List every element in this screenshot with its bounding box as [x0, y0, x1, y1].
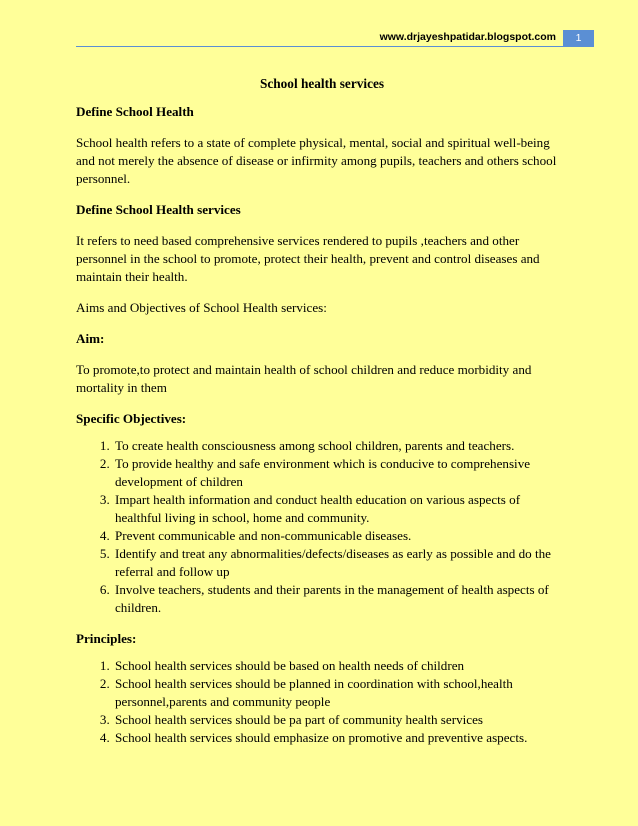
list-item: 6. Involve teachers, students and their parents in the management of health aspects of children.: [113, 581, 568, 617]
objectives-list: [76, 437, 568, 617]
document-body: [76, 75, 568, 760]
header-site-url: www.drjayeshpatidar.blogspot.com: [379, 31, 556, 43]
page-number-badge: 1: [563, 30, 594, 46]
principles-heading: Principles:: [76, 631, 137, 646]
list-item: 4. Prevent communicable and non-communicable diseases.: [113, 527, 568, 545]
principles-list: [76, 657, 568, 747]
define-services-text: It refers to need based comprehensive services rendered to pupils ,teachers and other personnel in the school to promote, protect their health, prevent and control diseases and maintain their health.: [76, 233, 540, 284]
page-header: [0, 30, 638, 46]
list-item: 3. School health services should be pa part of community health services: [113, 711, 568, 729]
list-item: 4. School health services should emphasize on promotive and preventive aspects.: [113, 729, 568, 747]
aims-heading: Aims and Objectives of School Health services:: [76, 300, 327, 315]
aim-label: Aim:: [76, 331, 105, 346]
objectives-heading: Specific Objectives:: [76, 411, 187, 426]
define-school-health-text: School health refers to a state of complete physical, mental, social and spiritual well-being and not merely the absence of disease or infirmity among pupils, teachers and others school personnel.: [76, 135, 557, 186]
header-rule: [76, 46, 594, 47]
list-item: 1. School health services should be based on health needs of children: [113, 657, 568, 675]
list-item: 2. School health services should be planned in coordination with school,health personnel,parents and community people: [113, 675, 568, 711]
list-item: 3. Impart health information and conduct health education on various aspects of healthful living in school, home and community.: [113, 491, 568, 527]
aim-text: To promote,to protect and maintain health of school children and reduce morbidity and mortality in them: [76, 362, 532, 395]
list-item: 1. To create health consciousness among school children, parents and teachers.: [113, 437, 568, 455]
define-services-heading: Define School Health services: [76, 202, 241, 217]
list-item: 2. To provide healthy and safe environment which is conducive to comprehensive development of children: [113, 455, 568, 491]
define-school-health-heading: Define School Health: [76, 104, 194, 119]
list-item: 5. Identify and treat any abnormalities/defects/diseases as early as possible and do the referral and follow up: [113, 545, 568, 581]
document-title: School health services: [259, 76, 385, 91]
